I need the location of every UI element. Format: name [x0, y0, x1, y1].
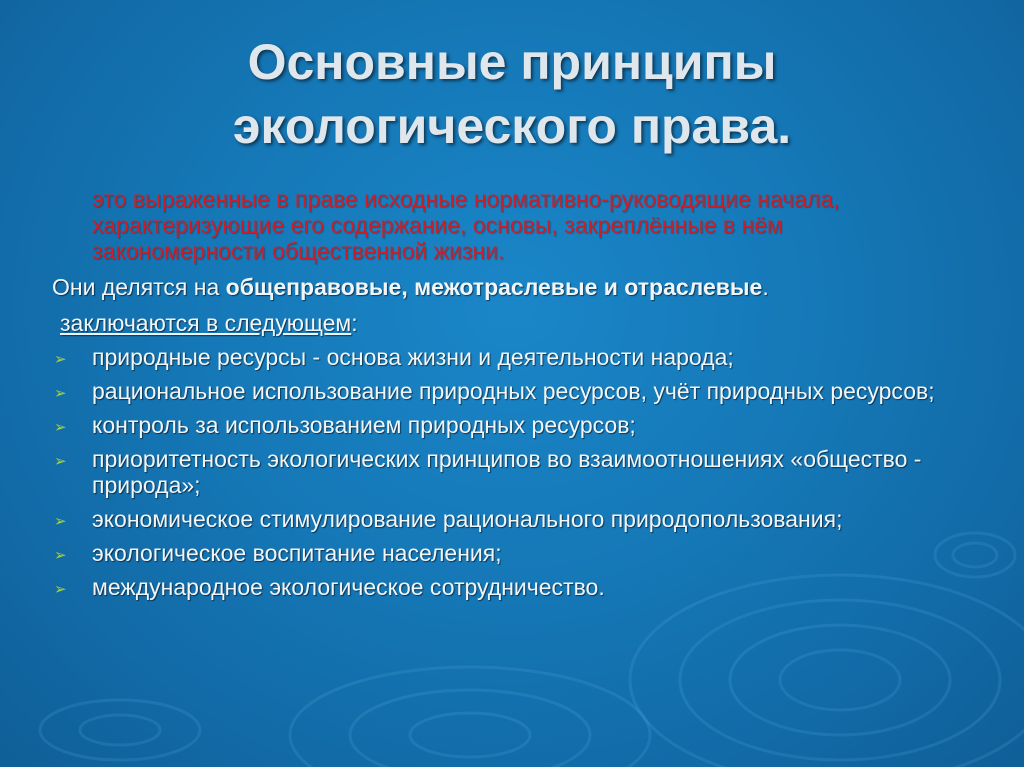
chevron-arrow-icon: ➢ [54, 547, 67, 564]
list-item-text: рациональное использование природных ресурсов, учёт природных ресурсов; [92, 378, 935, 404]
list-item [52, 446, 972, 498]
list-item-text: международное экологическое сотрудничество. [92, 574, 605, 600]
sub-heading-text: заключаются в следующем [60, 310, 352, 336]
list-item-text: контроль за использованием природных ресурсов; [92, 412, 636, 438]
chevron-arrow-icon: ➢ [54, 385, 67, 402]
chevron-arrow-icon: ➢ [54, 513, 67, 530]
list-item [52, 506, 972, 532]
chevron-arrow-icon: ➢ [54, 453, 67, 470]
list-item [52, 540, 972, 566]
list-item-text: экономическое стимулирование рационального природопользования; [92, 506, 843, 532]
chevron-arrow-icon: ➢ [54, 581, 67, 598]
chevron-arrow-icon: ➢ [54, 351, 67, 368]
slide-title [0, 30, 1024, 158]
title-line-2: экологического права. [232, 98, 792, 154]
sub-heading-colon: : [351, 310, 358, 336]
definition-text: это выраженные в праве исходные нормативно-руководящие начала, характеризующие его содержание, основы, закреплённые в нём закономерности общественной жизни. [92, 186, 840, 264]
list-item-text: экологическое воспитание населения; [92, 540, 502, 566]
list-item [52, 344, 972, 370]
principles-list [52, 344, 972, 608]
intro-prefix: Они делятся на [52, 274, 226, 300]
sub-heading [60, 310, 358, 336]
list-item-text: приоритетность экологических принципов во взаимоотношениях «общество - природа»; [92, 446, 922, 498]
intro-bold: общеправовые, межотраслевые и отраслевые [225, 274, 763, 300]
chevron-arrow-icon: ➢ [54, 419, 67, 436]
list-item-text: природные ресурсы - основа жизни и деятельности народа; [92, 344, 734, 370]
list-item [52, 574, 972, 600]
title-line-1: Основные принципы [247, 34, 777, 90]
list-item [52, 412, 972, 438]
intro-suffix: . [762, 274, 769, 300]
list-item [52, 378, 972, 404]
intro-paragraph [52, 274, 992, 300]
